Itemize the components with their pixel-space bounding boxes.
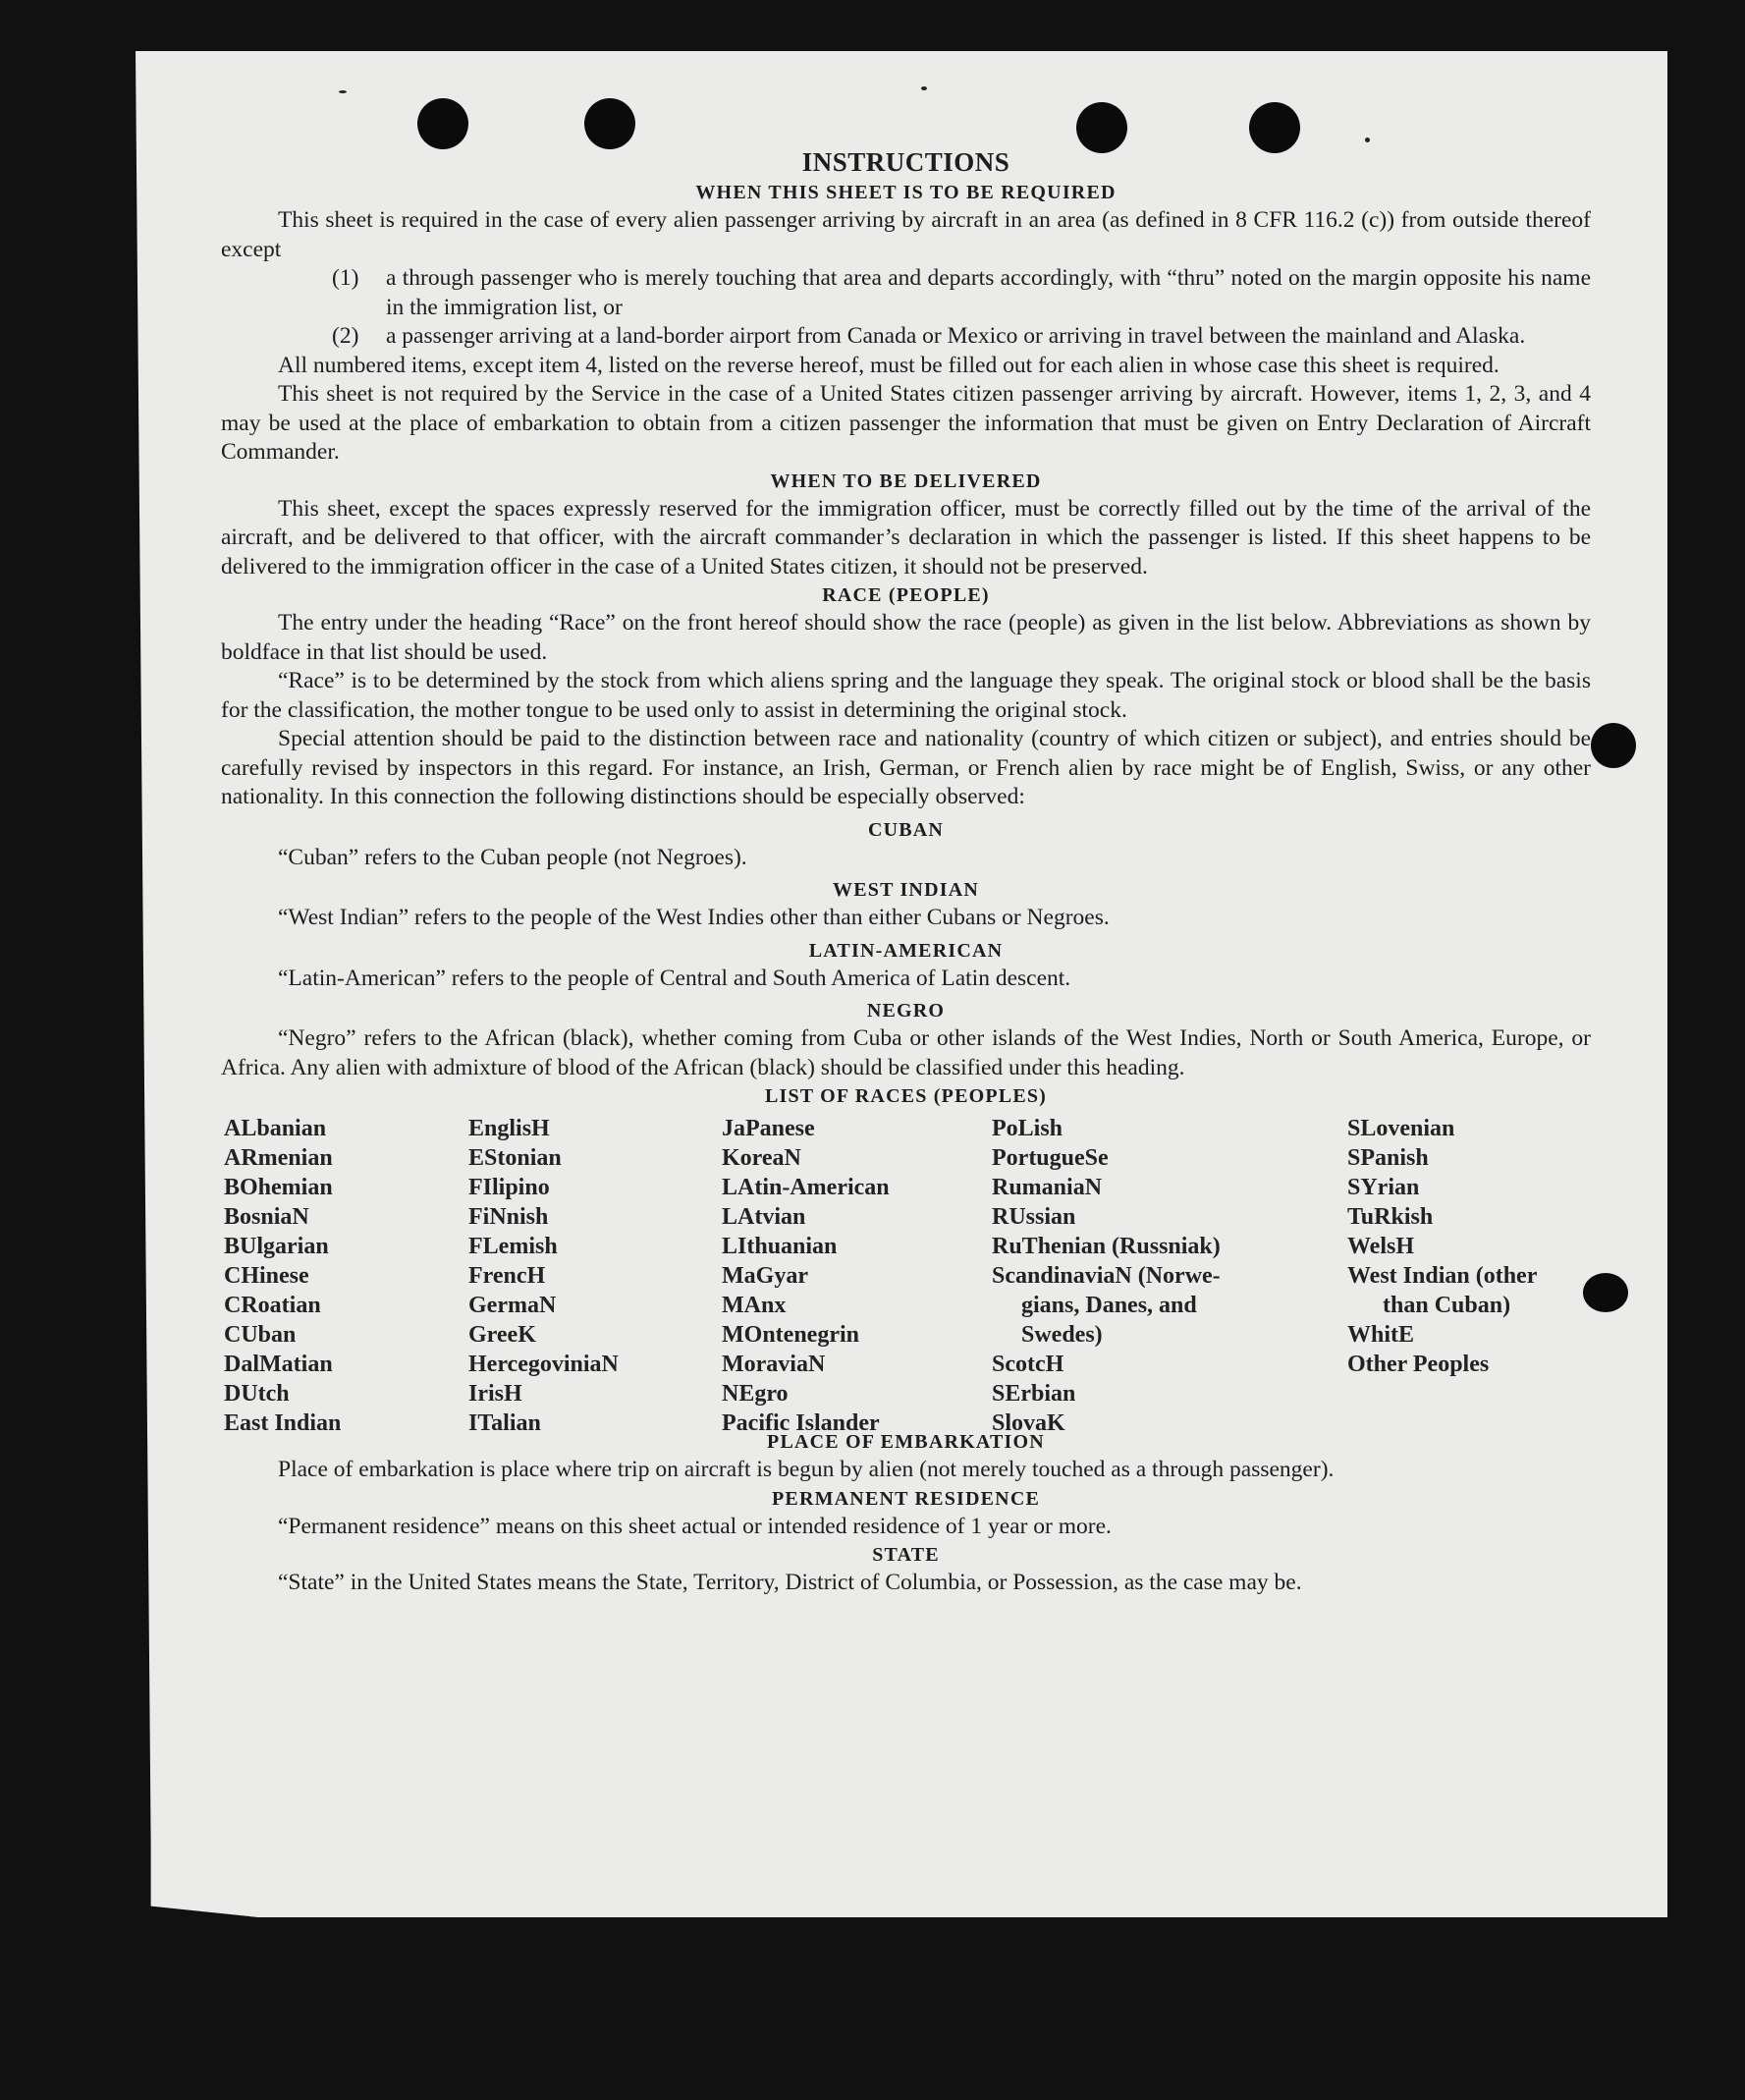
race-entry: EnglisH bbox=[468, 1116, 550, 1141]
item-text: a passenger arriving at a land-border airport from Canada or Mexico or arriving in travel between the mainland and Alaska. bbox=[386, 323, 1526, 349]
races-column bbox=[1347, 1114, 1537, 1379]
race-entry: ScandinaviaN (Norwe- bbox=[992, 1263, 1221, 1289]
race-entry: CHinese bbox=[224, 1263, 309, 1289]
race-entry: EStonian bbox=[468, 1145, 562, 1171]
race-entry: WhitE bbox=[1347, 1322, 1415, 1348]
race-entry: SlovaK bbox=[992, 1410, 1065, 1436]
section-heading-delivered: WHEN TO BE DELIVERED bbox=[770, 470, 1042, 492]
race-entry: FiNnish bbox=[468, 1204, 549, 1230]
punch-hole bbox=[1591, 723, 1636, 768]
races-list bbox=[221, 1114, 1591, 1436]
race-entry: PortugueSe bbox=[992, 1145, 1109, 1171]
section-heading-list-of-races: LIST OF RACES (PEOPLES) bbox=[764, 1085, 1048, 1107]
list-item bbox=[221, 322, 1591, 352]
race-entry: East Indian bbox=[224, 1410, 342, 1436]
section-heading-negro: NEGRO bbox=[866, 1000, 946, 1022]
race-entry: FIlipino bbox=[468, 1175, 550, 1200]
paragraph: “Latin-American” refers to the people of Central and South America of Latin descent. bbox=[278, 965, 1071, 991]
section-heading-state: STATE bbox=[872, 1544, 940, 1566]
paragraph: This sheet is required in the case of every alien passenger arriving by aircraft in an area (as defined in 8 CFR 116.2 (c)) from outside thereof except bbox=[221, 207, 1591, 262]
races-column bbox=[992, 1114, 1221, 1438]
race-entry: DUtch bbox=[224, 1381, 290, 1407]
item-text: a through passenger who is merely touching that area and departs accordingly, with “thru” noted on the margin opposite his name in the immigration list, or bbox=[386, 265, 1591, 320]
race-entry: ARmenian bbox=[224, 1145, 333, 1171]
specks bbox=[1365, 138, 1370, 142]
race-entry: West Indian (other bbox=[1347, 1263, 1538, 1289]
punch-hole bbox=[417, 98, 468, 149]
race-entry: GreeK bbox=[468, 1322, 536, 1348]
race-entry: than Cuban) bbox=[1383, 1293, 1511, 1318]
paragraph: Special attention should be paid to the distinction between race and nationality (country of which citizen or subject), and entries should be carefully revised by inspectors in this regard. For instance, an Irish, German, or French alien by race might be of English, Swiss, or any other nationality. In this connection the following distinctions should be especially observed: bbox=[221, 726, 1591, 809]
race-entry: Other Peoples bbox=[1347, 1352, 1490, 1377]
race-entry: Swedes) bbox=[1021, 1322, 1103, 1348]
paragraph: The entry under the heading “Race” on the front hereof should show the race (people) as given in the list below. Abbreviations as shown by boldface in that list should be used. bbox=[221, 610, 1591, 665]
race-entry: MaGyar bbox=[722, 1263, 808, 1289]
race-entry: gians, Danes, and bbox=[1021, 1293, 1197, 1318]
race-entry: LAtvian bbox=[722, 1204, 806, 1230]
race-entry: Pacific Islander bbox=[722, 1410, 880, 1436]
race-entry: IrisH bbox=[468, 1381, 522, 1407]
paragraph: “West Indian” refers to the people of the West Indies other than either Cubans or Negroes. bbox=[278, 905, 1110, 930]
item-number: (1) bbox=[332, 265, 359, 291]
race-entry: SErbian bbox=[992, 1381, 1076, 1407]
item-number: (2) bbox=[332, 323, 359, 349]
race-entry: MOntenegrin bbox=[722, 1322, 859, 1348]
section-heading-embarkation: PLACE OF EMBARKATION bbox=[767, 1431, 1045, 1453]
punch-hole bbox=[584, 98, 635, 149]
race-entry: ITalian bbox=[468, 1410, 541, 1436]
race-entry: CRoatian bbox=[224, 1293, 321, 1318]
race-entry: CUban bbox=[224, 1322, 297, 1348]
race-entry: LAtin-American bbox=[722, 1175, 890, 1200]
section-heading-required: WHEN THIS SHEET IS TO BE REQUIRED bbox=[695, 182, 1117, 203]
race-entry: SYrian bbox=[1347, 1175, 1420, 1200]
race-entry: RumaniaN bbox=[992, 1175, 1103, 1200]
paragraph: “Race” is to be determined by the stock from which aliens spring and the language they speak. The original stock or blood shall be the basis for the classification, the mother tongue to be used only to assist in determining the original stock. bbox=[221, 668, 1591, 723]
section-heading-latin-american: LATIN-AMERICAN bbox=[808, 939, 1004, 962]
paragraph: “State” in the United States means the State, Territory, District of Columbia, or Possession, as the case may be. bbox=[278, 1570, 1302, 1595]
section-heading-west-indian: WEST INDIAN bbox=[833, 879, 979, 901]
list-item bbox=[221, 264, 1591, 322]
race-entry: RUssian bbox=[992, 1204, 1076, 1230]
paragraph: “Cuban” refers to the Cuban people (not Negroes). bbox=[278, 844, 747, 870]
specks bbox=[921, 86, 927, 90]
race-entry: BosniaN bbox=[224, 1204, 309, 1230]
races-column bbox=[722, 1114, 890, 1438]
race-entry: MoraviaN bbox=[722, 1352, 826, 1377]
race-entry: SLovenian bbox=[1347, 1116, 1455, 1141]
paragraph: All numbered items, except item 4, listed on the reverse hereof, must be filled out for each alien in whose case this sheet is required. bbox=[278, 352, 1500, 378]
race-entry: LIthuanian bbox=[722, 1234, 838, 1259]
race-entry: RuThenian (Russniak) bbox=[992, 1234, 1221, 1259]
section-heading-residence: PERMANENT RESIDENCE bbox=[771, 1487, 1041, 1510]
page-title: INSTRUCTIONS bbox=[801, 147, 1010, 177]
race-entry: MAnx bbox=[722, 1293, 787, 1318]
race-entry: FrencH bbox=[468, 1263, 546, 1289]
race-entry: ALbanian bbox=[224, 1116, 327, 1141]
race-entry: WelsH bbox=[1347, 1234, 1415, 1259]
races-column bbox=[224, 1114, 341, 1438]
race-entry: BUlgarian bbox=[224, 1234, 329, 1259]
race-entry: HercegoviniaN bbox=[468, 1352, 619, 1377]
paragraph: “Negro” refers to the African (black), whether coming from Cuba or other islands of the West Indies, North or South America, Europe, or Africa. Any alien with admixture of blood of the African (black) should be classified under this heading. bbox=[221, 1025, 1591, 1080]
paragraph: Place of embarkation is place where trip on aircraft is begun by alien (not merely touched as a through passenger). bbox=[278, 1457, 1335, 1482]
races-column bbox=[468, 1114, 619, 1438]
race-entry: SPanish bbox=[1347, 1145, 1429, 1171]
race-entry: ScotcH bbox=[992, 1352, 1064, 1377]
race-entry: TuRkish bbox=[1347, 1204, 1434, 1230]
paragraph: This sheet, except the spaces expressly reserved for the immigration officer, must be correctly filled out by the time of the arrival of the aircraft, and be delivered to that officer, with the aircraft commander’s declaration in which the passenger is listed. If this sheet happens to be delivered to the immigration officer in the case of a United States citizen, it should not be preserved. bbox=[221, 495, 1591, 580]
race-entry: DalMatian bbox=[224, 1352, 333, 1377]
race-entry: JaPanese bbox=[722, 1116, 815, 1141]
paragraph: “Permanent residence” means on this sheet actual or intended residence of 1 year or more. bbox=[278, 1513, 1112, 1539]
paragraph: This sheet is not required by the Service in the case of a United States citizen passenger arriving by aircraft. However, items 1, 2, 3, and 4 may be used at the place of embarkation to obtain from a citizen passenger the information that must be given on Entry Declaration of Aircraft Commander. bbox=[221, 381, 1591, 465]
section-heading-cuban: CUBAN bbox=[867, 818, 945, 841]
section-heading-race: RACE (PEOPLE) bbox=[822, 584, 990, 606]
race-entry: PoLish bbox=[992, 1116, 1063, 1141]
race-entry: NEgro bbox=[722, 1381, 789, 1407]
race-entry: FLemish bbox=[468, 1234, 558, 1259]
specks bbox=[339, 90, 347, 93]
race-entry: KoreaN bbox=[722, 1145, 801, 1171]
instructions-text bbox=[221, 145, 1591, 1598]
race-entry: BOhemian bbox=[224, 1175, 333, 1200]
race-entry: GermaN bbox=[468, 1293, 557, 1318]
